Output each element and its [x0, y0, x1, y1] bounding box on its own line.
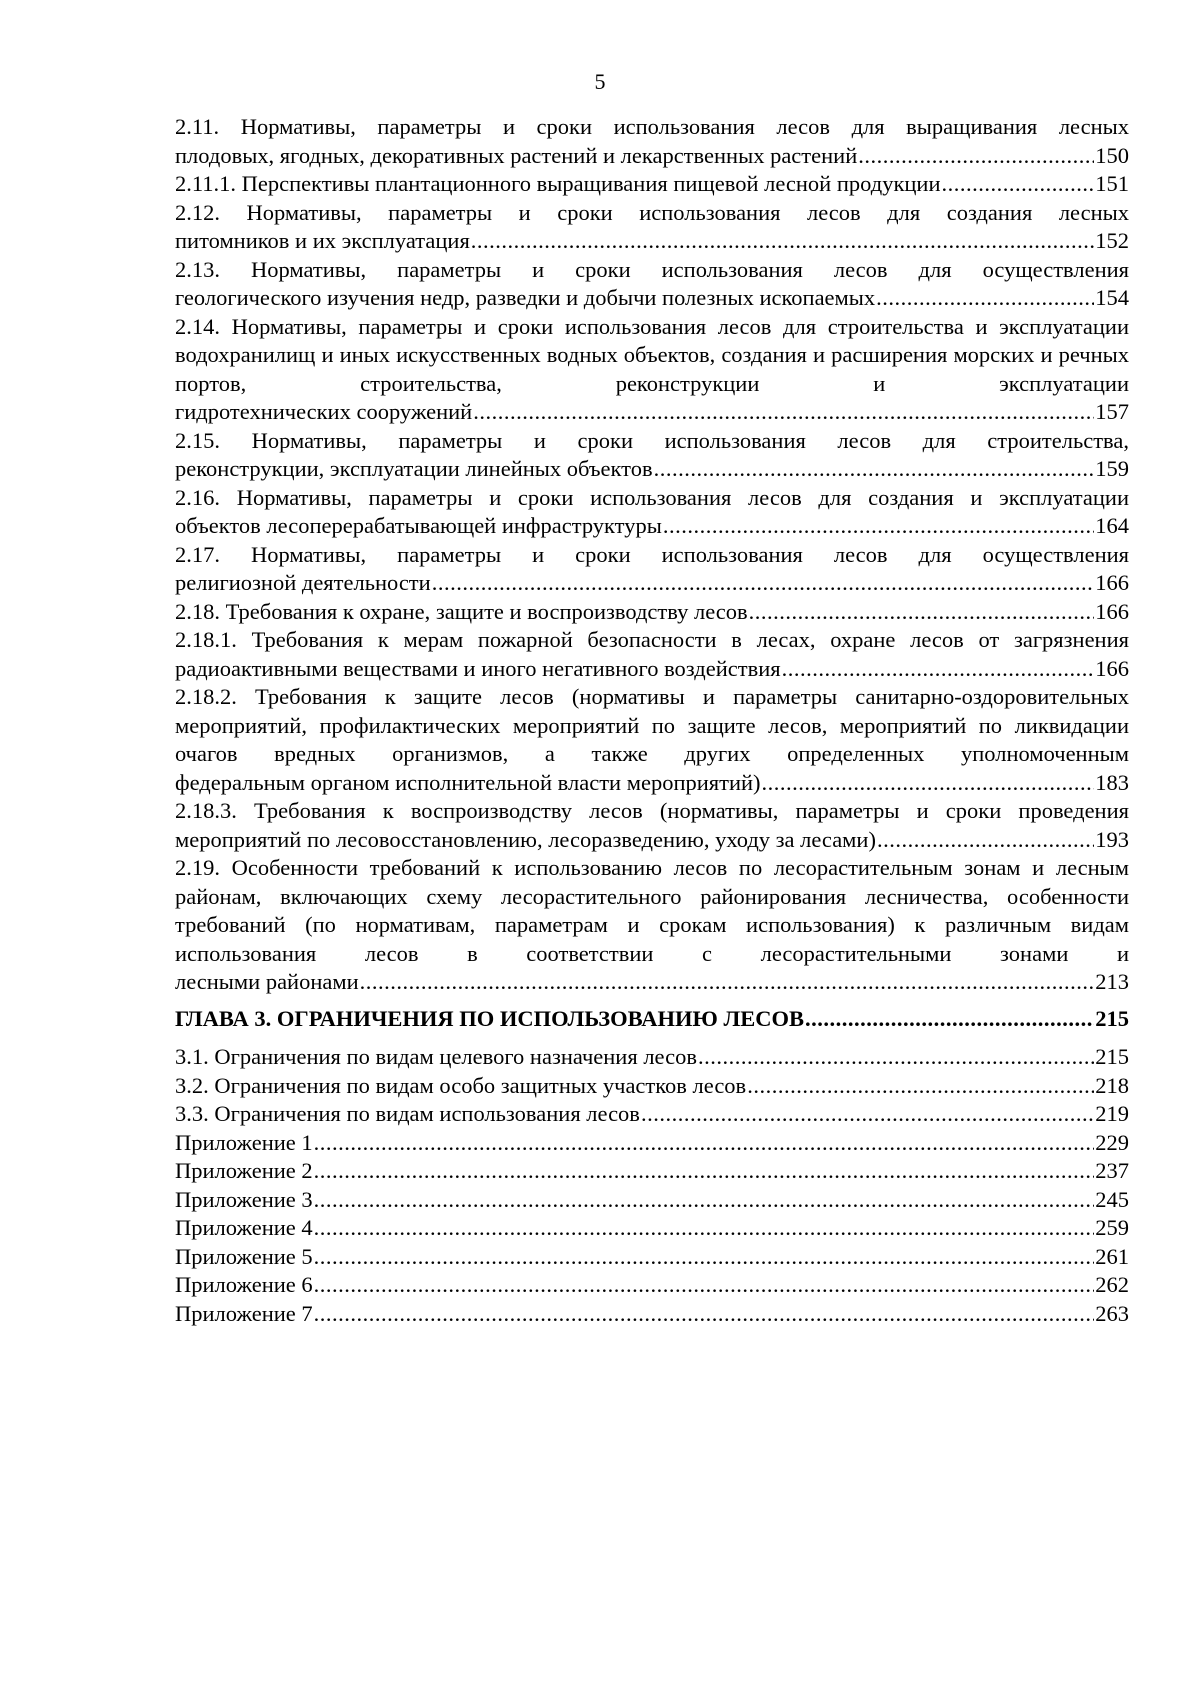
- toc-entry-page: 154: [1095, 285, 1129, 310]
- toc-entry[interactable]: [175, 1043, 1129, 1072]
- toc-entry-title: федеральным органом исполнительной власти мероприятий): [175, 769, 761, 795]
- toc-entry-page: 237: [1095, 1158, 1129, 1183]
- toc-entry-title: Приложение 5: [175, 1243, 313, 1269]
- toc-entry[interactable]: [175, 1214, 1129, 1243]
- toc-entry-page: 152: [1095, 228, 1129, 253]
- leader-dots: [877, 826, 1094, 855]
- toc-entry-page: 245: [1095, 1186, 1129, 1212]
- leader-dots: [432, 569, 1095, 598]
- toc-entry-line: [175, 968, 1129, 997]
- toc-entry[interactable]: [175, 484, 1129, 541]
- toc-entry[interactable]: [175, 199, 1129, 256]
- toc-entry-title: Приложение 4: [175, 1215, 313, 1240]
- toc-entry[interactable]: [175, 1157, 1129, 1186]
- toc-entry-lead: 2.17. Нормативы, параметры и сроки использования лесов для осуществления: [175, 541, 1129, 567]
- toc-entry-line: [175, 1157, 1129, 1186]
- toc-chapter-title: ГЛАВА 3. ОГРАНИЧЕНИЯ ПО ИСПОЛЬЗОВАНИЮ ЛЕСОВ: [175, 1005, 804, 1031]
- toc-entry-line: [175, 598, 1129, 627]
- toc-entry-line: [175, 1271, 1129, 1300]
- page-number: 5: [594, 69, 606, 94]
- toc-entry-page: 183: [1095, 769, 1129, 795]
- toc-entry-page: 215: [1095, 1044, 1129, 1069]
- toc-chapter-3[interactable]: [175, 1005, 1129, 1034]
- toc-entry-lead: 2.16. Нормативы, параметры и сроки использования лесов для создания и эксплуатации: [175, 484, 1129, 510]
- toc-entry-title: лесными районами: [175, 969, 359, 994]
- toc-entry-title: 3.2. Ограничения по видам особо защитных участков лесов: [175, 1072, 747, 1098]
- toc-entry-page: 166: [1095, 570, 1129, 595]
- leader-dots: [698, 1043, 1094, 1072]
- toc-entry[interactable]: [175, 313, 1129, 427]
- leader-dots: [749, 598, 1095, 627]
- leader-dots: [782, 655, 1095, 684]
- toc-entry-title: 2.18. Требования к охране, защите и воспроизводству лесов: [175, 598, 748, 624]
- toc-entry-page: 150: [1095, 142, 1129, 168]
- toc-entry-line: [175, 1043, 1129, 1072]
- toc-entry-page: 263: [1095, 1300, 1129, 1326]
- toc-entry-lead: 2.14. Нормативы, параметры и сроки использования лесов для строительства и эксплуатации водохранилищ и иных искусственных водных объектов, создания и расширения морских и речных портов, строительства, реконструкции и эксплуатации: [175, 313, 1129, 396]
- toc-entry-lead: 2.11. Нормативы, параметры и сроки использования лесов для выращивания лесных: [175, 114, 1129, 139]
- toc-entry-line: [175, 512, 1129, 541]
- toc-entry[interactable]: [175, 626, 1129, 683]
- leader-dots: [663, 512, 1094, 541]
- toc-entry[interactable]: [175, 1271, 1129, 1300]
- leader-dots: [314, 1186, 1095, 1215]
- toc-entry[interactable]: [175, 683, 1129, 797]
- toc-entry-page: 159: [1095, 456, 1129, 481]
- toc-entry-title: реконструкции, эксплуатации линейных объектов: [175, 456, 653, 481]
- toc-entry-page: 261: [1095, 1243, 1129, 1269]
- toc-entry-title: геологического изучения недр, разведки и добычи полезных ископаемых: [175, 285, 876, 310]
- toc-entry-line: [175, 142, 1129, 171]
- toc-entry-lead: 2.19. Особенности требований к использованию лесов по лесорастительным зонам и лесным районам, включающих схему лесорастительного районирования лесничества, особенности требований (по нормативам, параметрам и срокам использования) к различным видам использования лесов в соответствии с лесорастительными зонами и: [175, 855, 1129, 966]
- toc-entry-line: [175, 170, 1129, 199]
- leader-dots: [314, 1271, 1095, 1300]
- toc-entry-title: плодовых, ягодных, декоративных растений и лекарственных растений: [175, 142, 858, 168]
- toc-entry[interactable]: [175, 1243, 1129, 1272]
- toc-entry-line: [175, 1214, 1129, 1243]
- toc-entry[interactable]: [175, 1129, 1129, 1158]
- toc-section-3: [175, 1043, 1129, 1328]
- leader-dots: [473, 398, 1094, 427]
- toc-entry-title: Приложение 7: [175, 1300, 313, 1326]
- toc-entry[interactable]: [175, 1300, 1129, 1329]
- toc-entry-title: Приложение 6: [175, 1272, 313, 1297]
- toc-entry[interactable]: [175, 170, 1129, 199]
- toc-entry-page: 219: [1095, 1101, 1129, 1126]
- toc-entry[interactable]: [175, 256, 1129, 313]
- toc-entry-line: [175, 769, 1129, 798]
- toc-entry-page: 213: [1095, 969, 1129, 994]
- leader-dots: [314, 1243, 1095, 1272]
- toc-entry-line: [175, 1186, 1129, 1215]
- toc-entry-page: 166: [1095, 655, 1129, 681]
- toc-entry[interactable]: [175, 541, 1129, 598]
- leader-dots: [314, 1214, 1095, 1243]
- toc-entry-page: 157: [1095, 399, 1129, 424]
- toc-entry-line: [175, 1072, 1129, 1101]
- toc-entry-line: [175, 398, 1129, 427]
- toc-entry-title: Приложение 3: [175, 1186, 313, 1212]
- toc-entry-title: мероприятий по лесовосстановлению, лесоразведению, уходу за лесами): [175, 826, 876, 852]
- toc-entry-line: [175, 1243, 1129, 1272]
- toc-entry-title: 3.3. Ограничения по видам использования лесов: [175, 1101, 640, 1126]
- toc-entry-title: радиоактивными веществами и иного негативного воздействия: [175, 655, 781, 681]
- toc-entry-title: объектов лесоперерабатывающей инфраструктуры: [175, 513, 662, 538]
- leader-dots: [314, 1300, 1095, 1329]
- leader-dots: [654, 455, 1095, 484]
- leader-dots: [641, 1100, 1094, 1129]
- leader-dots: [314, 1129, 1095, 1158]
- toc-entry-title: гидротехнических сооружений: [175, 399, 473, 424]
- toc-entry-page: 166: [1095, 598, 1129, 624]
- leader-dots: [858, 142, 1094, 171]
- leader-dots: [314, 1157, 1095, 1186]
- toc-entry[interactable]: [175, 797, 1129, 854]
- toc-entry[interactable]: [175, 854, 1129, 997]
- toc-entry-title: религиозной деятельности: [175, 570, 431, 595]
- leader-dots: [762, 769, 1095, 798]
- toc-entry-title: 3.1. Ограничения по видам целевого назначения лесов: [175, 1044, 697, 1069]
- leader-dots: [876, 284, 1094, 313]
- toc-entry-lead: 2.13. Нормативы, параметры и сроки использования лесов для осуществления: [175, 256, 1129, 282]
- toc-entry-page: 259: [1095, 1215, 1129, 1240]
- leader-dots: [471, 227, 1094, 256]
- toc-entry-page: 193: [1095, 826, 1129, 852]
- toc-entry-line: [175, 1100, 1129, 1129]
- toc-entry-page: 262: [1095, 1272, 1129, 1297]
- toc-entry[interactable]: [175, 1072, 1129, 1101]
- toc-entry-line: [175, 569, 1129, 598]
- toc-entry-title: 2.11.1. Перспективы плантационного выращивания пищевой лесной продукции: [175, 171, 941, 196]
- toc-entry-line: [175, 655, 1129, 684]
- table-of-contents: [175, 113, 1129, 1328]
- toc-entry[interactable]: [175, 1100, 1129, 1129]
- toc-section-2: [175, 113, 1129, 997]
- leader-dots: [805, 1005, 1094, 1034]
- leader-dots: [747, 1072, 1094, 1101]
- toc-entry-line: [175, 1129, 1129, 1158]
- leader-dots: [942, 170, 1095, 199]
- toc-entry-lead: 2.18.1. Требования к мерам пожарной безопасности в лесах, охране лесов от загрязнения: [175, 627, 1129, 652]
- toc-entry-lead: 2.12. Нормативы, параметры и сроки использования лесов для создания лесных: [175, 199, 1129, 225]
- toc-entry-page: 164: [1095, 513, 1129, 538]
- leader-dots: [360, 968, 1095, 997]
- toc-entry-page: 229: [1095, 1129, 1129, 1155]
- toc-entry-page: 151: [1095, 171, 1129, 196]
- toc-entry-lead: 2.15. Нормативы, параметры и сроки использования лесов для строительства,: [175, 427, 1129, 453]
- toc-entry[interactable]: [175, 113, 1129, 170]
- toc-entry-lead: 2.18.3. Требования к воспроизводству лесов (нормативы, параметры и сроки проведения: [175, 798, 1129, 823]
- toc-entry-line: [175, 455, 1129, 484]
- toc-entry-title: Приложение 2: [175, 1158, 313, 1183]
- toc-chapter-page: 215: [1095, 1005, 1129, 1031]
- toc-entry-title: Приложение 1: [175, 1129, 313, 1155]
- toc-entry-lead: 2.18.2. Требования к защите лесов (нормативы и параметры санитарно-оздоровительных мероприятий, профилактических мероприятий по защите лесов, мероприятий по ликвидации очагов вредных организмов, а также других определенных уполномоченным: [175, 684, 1129, 766]
- toc-entry-page: 218: [1095, 1072, 1129, 1098]
- toc-entry-title: питомников и их эксплуатация: [175, 228, 470, 253]
- toc-entry-line: [175, 826, 1129, 855]
- toc-entry-line: [175, 1300, 1129, 1329]
- toc-entry-line: [175, 284, 1129, 313]
- toc-entry[interactable]: [175, 598, 1129, 627]
- toc-entry[interactable]: [175, 1186, 1129, 1215]
- toc-entry[interactable]: [175, 427, 1129, 484]
- toc-entry-line: [175, 227, 1129, 256]
